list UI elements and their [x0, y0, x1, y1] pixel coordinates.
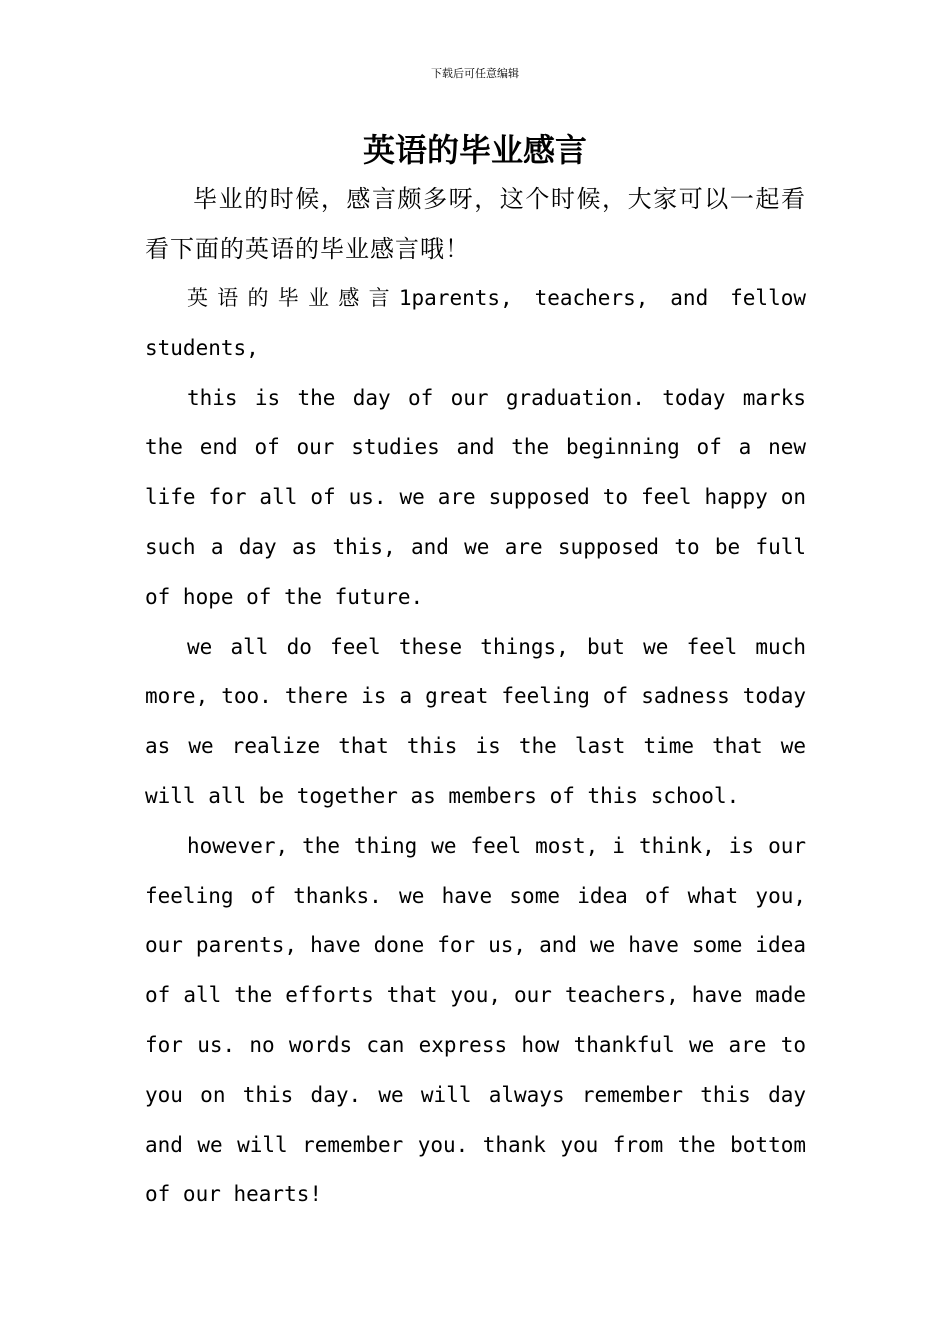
salutation-paragraph: 英语的毕业感言1parents, teachers, and fellow students, [145, 286, 806, 360]
body-paragraph-2: we all do feel these things, but we feel much more, too. there is a great feeling of sadness today as we realize that this is the last time that we will all be together as members of this school. [145, 634, 806, 808]
body-paragraph-3: however, the thing we feel most, i think, is our feeling of thanks. we have some idea of what you, our parents, have done for us, and we have some idea of all the efforts that you, our teachers, have made for us. no words can express how thankful we are to you on this day. we will always remember this day and we will remember you. thank you from the bottom of our hearts! [145, 833, 806, 1207]
intro-paragraph: 毕业的时候，感言颇多呀，这个时候，大家可以一起看看下面的英语的毕业感言哦！ [145, 185, 806, 263]
document-body [145, 174, 806, 1220]
document-title: 英语的毕业感言 [362, 131, 587, 169]
body-paragraph-1: this is the day of our graduation. today marks the end of our studies and the beginning of a new life for all of us. we are supposed to feel happy on such a day as this, and we are supposed to be full of hope of the future. [145, 385, 806, 609]
header-note: 下载后可任意编辑 [431, 67, 519, 80]
